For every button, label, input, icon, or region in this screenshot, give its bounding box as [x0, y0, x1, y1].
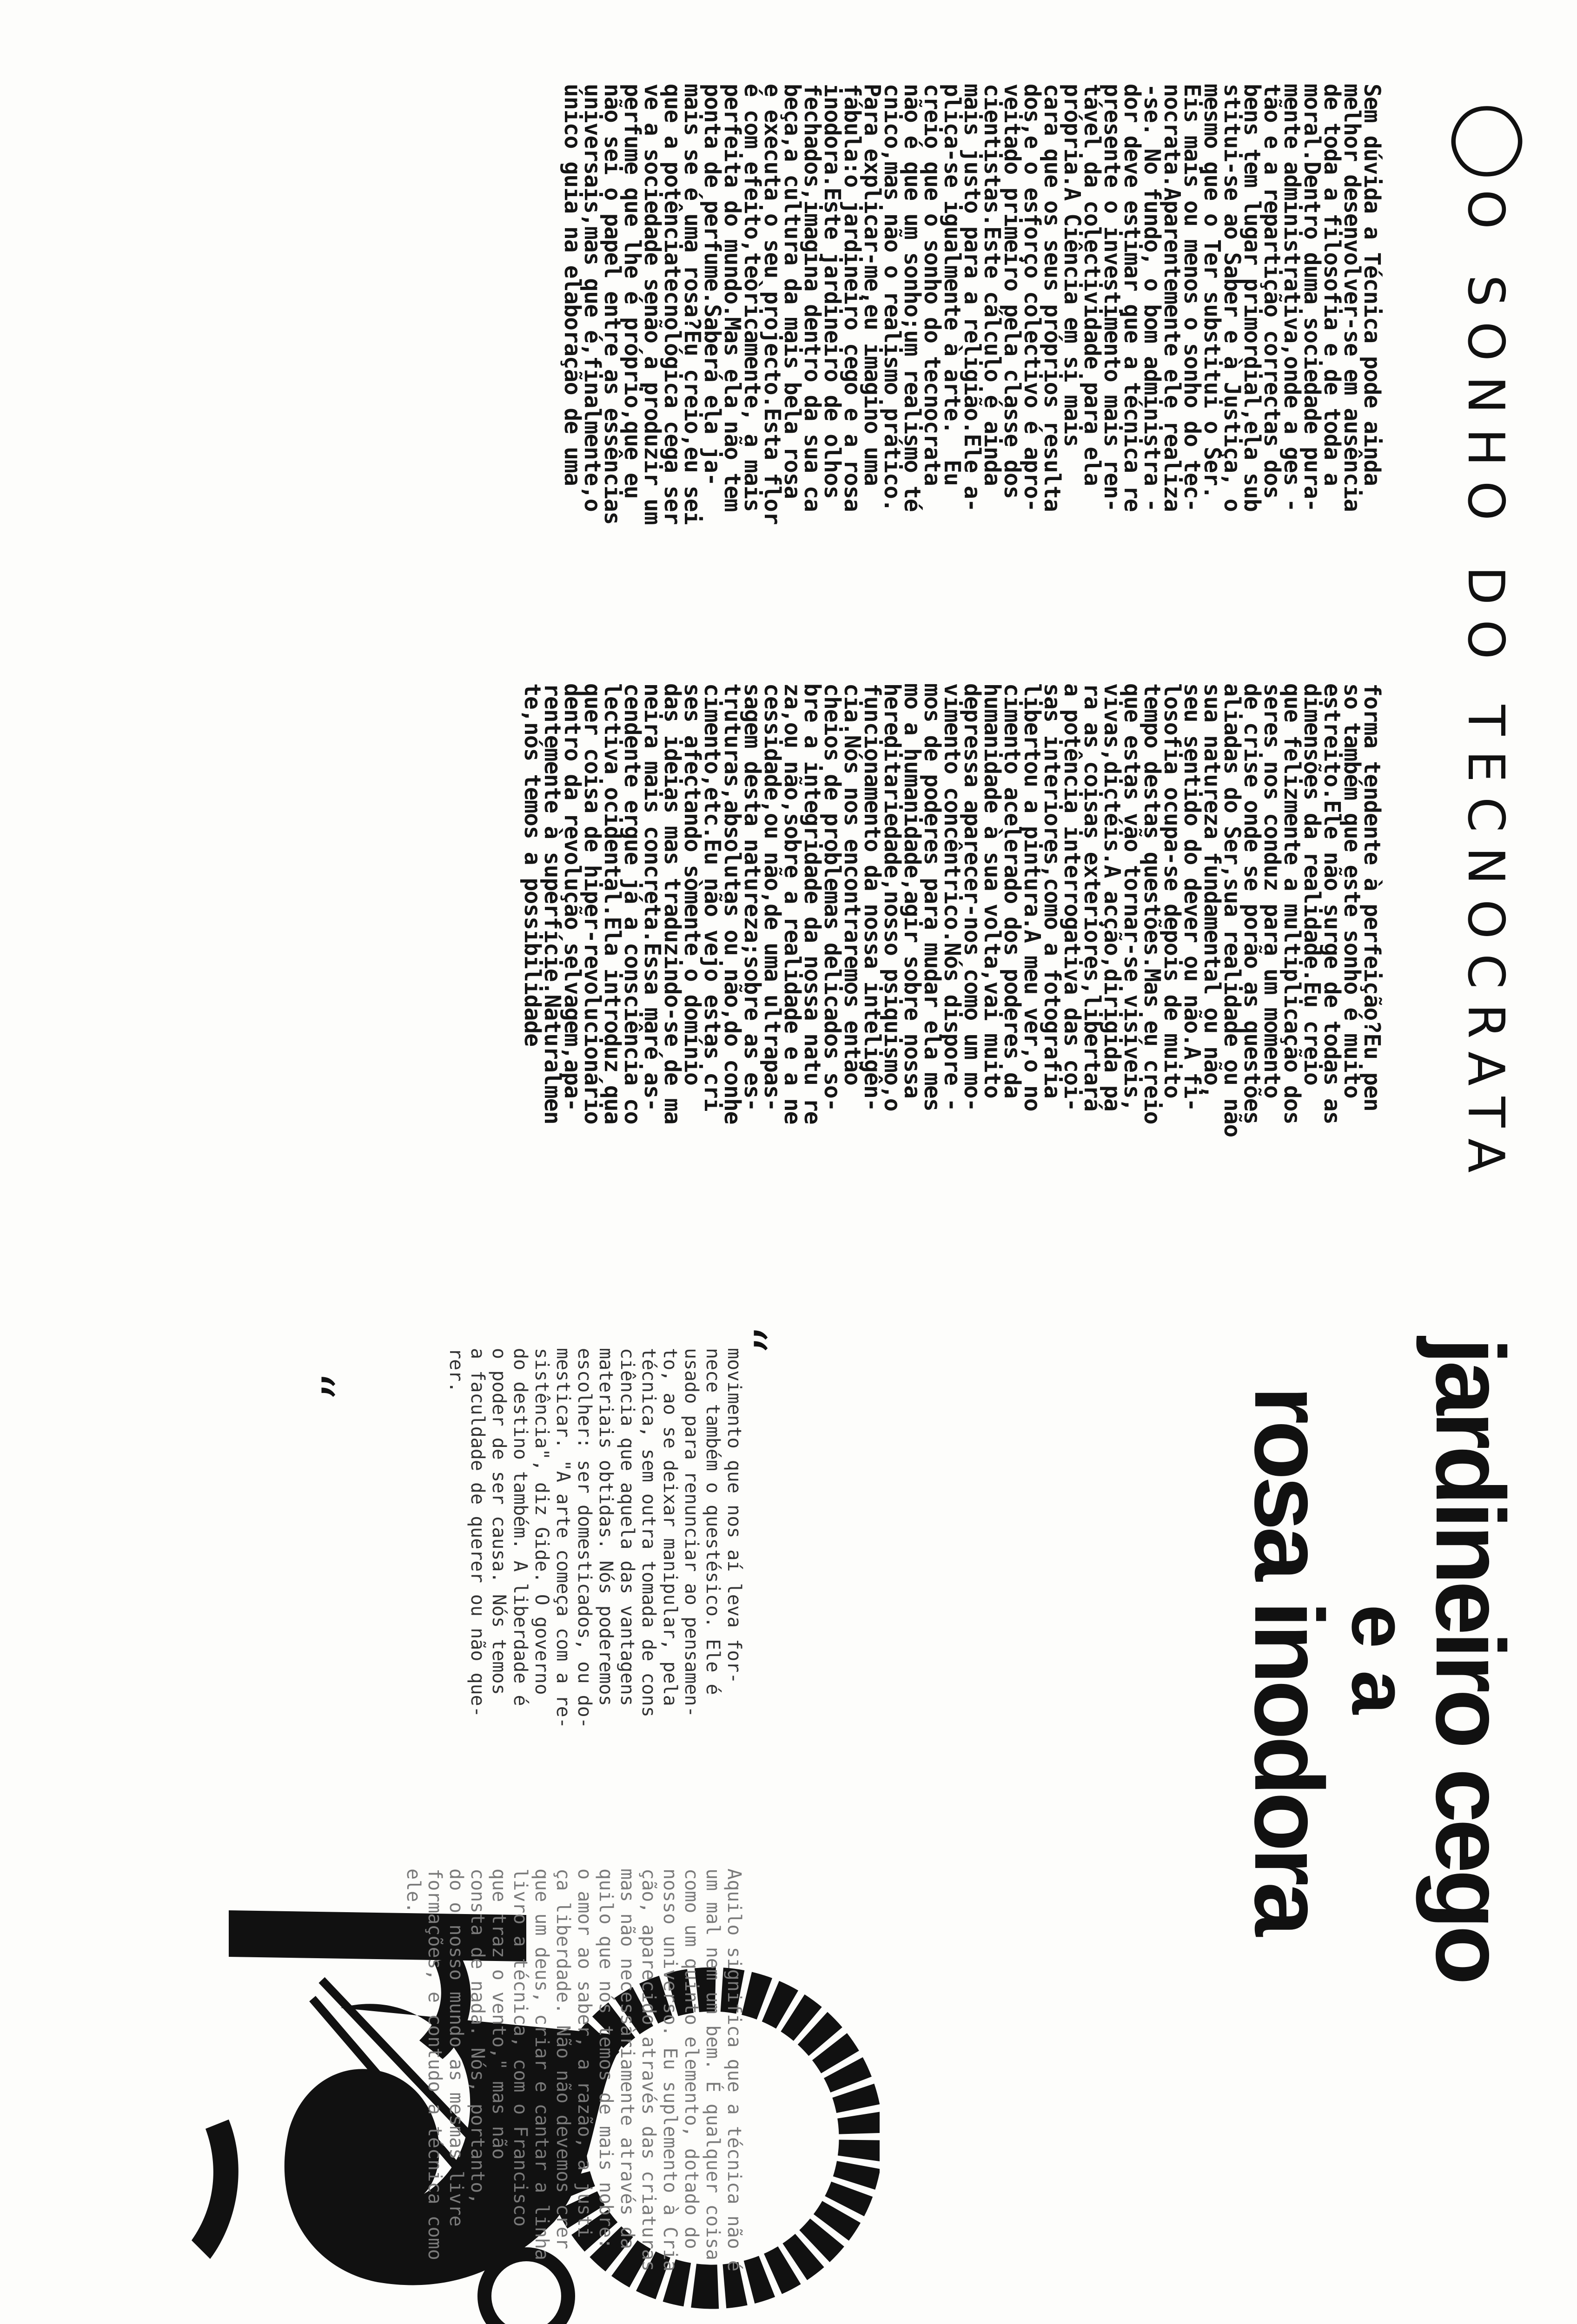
quote-mark-icon: “ — [280, 1371, 345, 1400]
page-title: ◯O SONHO DO TECNOCRATA — [1452, 102, 1533, 1188]
article-column-1: Sem dúvida a Técnica pode ainda melhor desenvolver-se em ausência de toda a filosofia e de toda a moral.Dentro duma sociedade pura- mente administrativa,onde a ges - tão e a repartição correctas dos bens tem lugar primordial,ela sub stitui-se ao Saber e à Justiça, o mesmo que o Ter substitui o Ser. Eis mais ou menos o sonho do tec- nocrata.Aparentemente ele realiza -se. No fundo, o bom administra - dor deve estimar que a técnica re presente o investimento mais ren- tável da colectividade para ela própria.A Ciência em si mais cara que os seus próprios resulta dos,e o esforço colectivo é apro- veitado primeiro pela classe dos cientistas.Este cálculo é ainda mais justo para a religião.Ele a- plica-se igualmente à arte. Eu creio que o sonho do tecnocrata não é que um sonho;um realismo té cnico,mas não o realismo prático. Para explicar-me,eu imagino uma fábula:o jardineiro cego e a rosa inodora.Este jardineiro de olhos fechados,imagina dentro da sua ca beça,a cultura da mais bela rosa e executa o seu projecto.Esta flor é com efeito,teòricamente, a mais perfeita do mundo.Mas ela não tem ponta de perfume.Saberá ela ja- mais se é uma rosa?Eu creio,eu sei que a potênciatecnológica cega ser ve a sociedade senão a produzir um perfume que lhe é próprio,que eu não sei o papel entre as essências universais,mas que é,finalmente,o único guia na elaboração de uma — [559, 84, 1385, 525]
article-column-2: forma tendente à perfeição?Eu pen so também que este sonho é muito estreito.Ele não surge de todas as dimensões da realidade.Eu creio que felizmente a multiplicação dos seres nos conduz para um momento de crise onde se porão as questões aliadas do Ser,sua realidade ou não sua natureza fundamental ou não, seu sentido do dever ou não.A fi- losofia ocupa-se depois de muito tempo destas questões.Mas eu creio que estas vão tornar-se visíveis, vivas,dictéis.A acção,dirigida pa ra as coisas exteriores,libertará a potência interrogativa das coi- sas interiores,como a fotografia libertou a pintura.A meu ver,o no cimento acelerado dos poderes da humanidade à sua volta,vai muito depressa aparecer-nos como um mo- vimento concêntrico.Nós dispore - mos de poderes para mudar ela mes mo a humanidade,agir sobre nossa hereditariedade,nosso psiquismo,o funcionamento da nossa inteligên- cia.Nós nos encontraremos então cheios de problemas delicados so- bre a integridade da nossa natu re za,ou não,sobre a realidade e a ne cessidade,ou não,de uma ultrapas- sagem desta natureza;sobre as es- truturas,absolutas ou não,do conhe cimento,etc.Eu não vejo estas cri ses afectando sòmente o domínio das ideias mas traduzindo-se de ma neira mais concreta.Essa maré as- cendente ergue já a consciência co lectiva ocidental.Ela introduz qua quer coisa de hiper-revolucionário dentro da revolução selvagem,apa- rentemente à superfície.Naturalmen te,nós temos a possibilidade — [519, 683, 1385, 1137]
article-column-4: Aquilo significa que a técnica não é um mal nem um bem. É qualquer coisa como um quinto elemento, dotado do nosso universo. Eu suplemento à Cria ção, aparecido através das criaturas mas não necessàriamente através da quilo que nós temos de mais nobre: o amor ao saber, a razão, a justi ça liberdade. Não não devemos crer que um deus, criar e cantar a linha livro a técnica, com o Francisco que traz o vento," mas não consta de nada. Nós, portanto, do o nosso mundo as mesmas livre formações, e contudo a técnica como ele. — [403, 1868, 745, 2271]
headline-line-1: jardineiro cego — [1416, 1337, 1525, 1981]
title-ornament-icon: ◯ — [1452, 102, 1533, 180]
headline — [1234, 1334, 1525, 1985]
headline-line-2: e a — [1335, 1604, 1424, 1715]
article-column-3: movimento que nos aí leva for- nece também o questésico. Ele é usado para renunciar ao pensamen- to, ao se deixar manipular, pela técnica, sem outra tomada de cons ciência que aquela das vantagens materiais obtidas. Nós poderemos escolher: ser domesticados, ou do- mesticar. "A arte começa com a re- sistência", diz Gide. O governo do destino também. A liberdade é o poder de ser causa. Nós temos a faculdade de querer ou não que- rer. — [445, 1348, 745, 1729]
headline-line-3: rosa inodora — [1234, 1386, 1344, 1933]
quote-mark-icon: “ — [713, 1325, 777, 1353]
